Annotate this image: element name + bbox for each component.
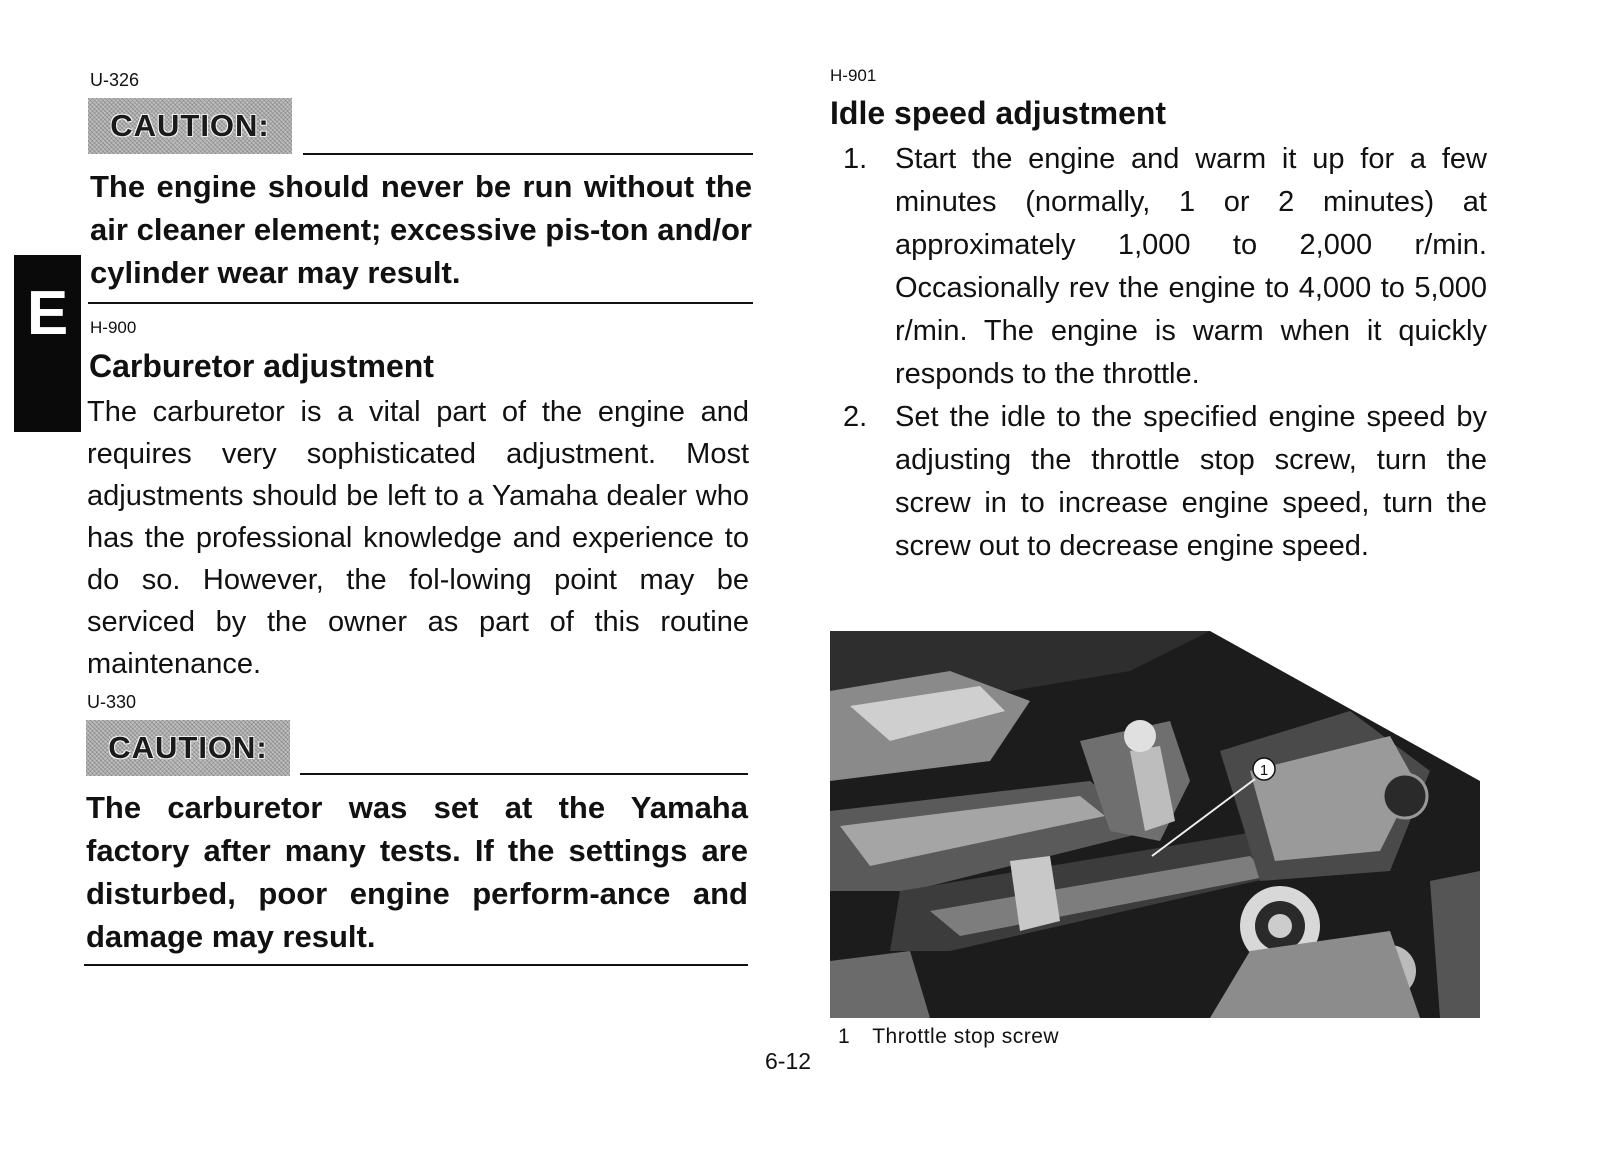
caution-text-1: The engine should never be run without the air cleaner element; excessive pis-ton and/or cylinder wear may result. bbox=[90, 169, 752, 290]
caution-rule-bottom-1 bbox=[88, 302, 753, 304]
language-tab: E bbox=[14, 255, 81, 432]
step-text-2: Set the idle to the specified engine speed by adjusting the throttle stop screw, turn the screw in to increase engine speed, turn the screw out to decrease engine speed. bbox=[895, 401, 1487, 562]
section-code-h900: H-900 bbox=[90, 318, 137, 337]
caption-number: 1 bbox=[838, 1025, 851, 1048]
step-text-1: Start the engine and warm it up for a few minutes (normally, 1 or 2 minutes) at approximately 1,000 to 2,000 r/min. Occasionally rev the engine to 4,000 to 5,000 r/min. The engine is warm when it quickly responds to the throttle. bbox=[895, 143, 1487, 390]
section-code-u330: U-330 bbox=[87, 692, 137, 712]
caution-rule-bottom-2 bbox=[84, 964, 748, 966]
photo-caption bbox=[838, 1025, 1059, 1049]
idle-steps-list bbox=[835, 138, 1487, 568]
page-number: 6-12 bbox=[765, 1048, 812, 1074]
step-item-1: 1. Start the engine and warm it up for a few minutes (normally, 1 or 2 minutes) at approximately 1,000 to 2,000 r/min. Occasionally rev the engine to 4,000 to 5,000 r/min. The engine is warm when it quickly responds to the throttle. bbox=[843, 143, 1487, 390]
caution-label-1: CAUTION: bbox=[88, 98, 292, 154]
throttle-stop-screw-photo bbox=[830, 631, 1480, 1018]
carburetor-body: The carburetor is a vital part of the engine and requires very sophisticated adjustment. Most adjustments should be left to a Yamaha dealer who has the professional knowledge and experience to do so. However, the fol-lowing point may be serviced by the owner as part of this routine maintenance. bbox=[87, 396, 749, 680]
photo-callout-1: 1 bbox=[1259, 762, 1269, 779]
caution-rule-top-2 bbox=[300, 773, 748, 775]
step-item-2: 2. Set the idle to the specified engine speed by adjusting the throttle stop screw, turn the screw in to increase engine speed, turn the screw out to decrease engine speed. bbox=[843, 401, 1487, 562]
caution-text-2: The carburetor was set at the Yamaha factory after many tests. If the settings are disturbed, poor engine perform-ance and damage may result. bbox=[86, 790, 748, 954]
section-code-h901: H-901 bbox=[830, 66, 877, 85]
caution-rule-top-1 bbox=[303, 153, 753, 155]
caption-text: Throttle stop screw bbox=[872, 1025, 1060, 1048]
section-code-u326: U-326 bbox=[90, 70, 140, 90]
idle-speed-heading: Idle speed adjustment bbox=[830, 95, 1167, 131]
caution-label-2: CAUTION: bbox=[86, 720, 290, 776]
carburetor-heading: Carburetor adjustment bbox=[89, 348, 434, 384]
